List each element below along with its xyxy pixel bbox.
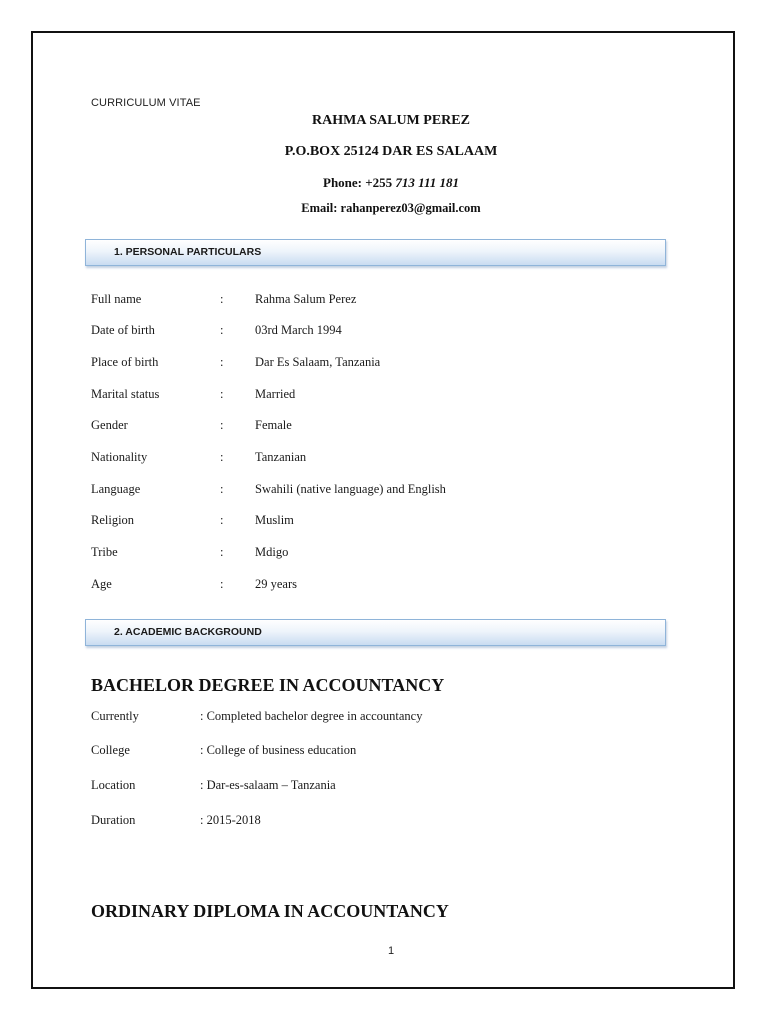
row-value: Married: [255, 387, 296, 401]
row-value: Mdigo: [255, 545, 289, 559]
row-label: Duration: [91, 813, 136, 827]
email-address: rahanperez03@gmail.com: [340, 201, 481, 215]
row-label: Date of birth: [91, 323, 155, 337]
bachelor-degree-title: BACHELOR DEGREE IN ACCOUNTANCY: [91, 675, 445, 695]
cv-page: [31, 31, 735, 989]
row-label: Religion: [91, 513, 135, 527]
phone-label: Phone:: [323, 175, 362, 190]
row-value: Swahili (native language) and English: [255, 482, 446, 496]
phone-line: [39, 175, 743, 191]
row-value: : Completed bachelor degree in accountancy: [200, 709, 423, 723]
email-label: Email:: [301, 201, 338, 215]
row-value: Tanzanian: [255, 450, 307, 464]
row-separator: :: [220, 482, 224, 496]
phone-code: +255: [365, 175, 393, 190]
row-value: 29 years: [255, 577, 297, 591]
row-label: Age: [91, 577, 112, 591]
row-separator: :: [220, 545, 224, 559]
row-label: Marital status: [91, 387, 160, 401]
row-label: Location: [91, 778, 136, 792]
row-separator: :: [220, 387, 224, 401]
row-value: 03rd March 1994: [255, 323, 342, 337]
row-value: Female: [255, 418, 292, 432]
document-label: CURRICULUM VITAE: [91, 97, 201, 109]
candidate-name: RAHMA SALUM PEREZ: [312, 113, 470, 128]
email-line: [39, 201, 743, 216]
section-personal-particulars: 1. PERSONAL PARTICULARS: [85, 239, 666, 266]
row-label: Language: [91, 482, 141, 496]
row-separator: :: [220, 355, 224, 369]
row-label: Place of birth: [91, 355, 159, 369]
diploma-title: ORDINARY DIPLOMA IN ACCOUNTANCY: [91, 901, 449, 921]
row-separator: :: [220, 292, 224, 306]
row-separator: :: [220, 513, 224, 527]
phone-number: 713 111 181: [395, 175, 459, 190]
row-separator: :: [220, 323, 224, 337]
row-value: : College of business education: [200, 743, 357, 757]
section-academic-background: 2. ACADEMIC BACKGROUND: [85, 619, 666, 646]
row-label: Nationality: [91, 450, 148, 464]
row-separator: :: [220, 418, 224, 432]
row-separator: :: [220, 577, 224, 591]
row-label: Currently: [91, 709, 139, 723]
row-value: : Dar-es-salaam – Tanzania: [200, 778, 336, 792]
row-label: Full name: [91, 292, 142, 306]
row-separator: :: [220, 450, 224, 464]
row-value: : 2015-2018: [200, 813, 261, 827]
row-label: College: [91, 743, 130, 757]
page-number: 1: [387, 945, 395, 957]
row-value: Rahma Salum Perez: [255, 292, 357, 306]
row-value: Muslim: [255, 513, 294, 527]
row-label: Tribe: [91, 545, 118, 559]
row-value: Dar Es Salaam, Tanzania: [255, 355, 381, 369]
row-label: Gender: [91, 418, 128, 432]
postal-address: P.O.BOX 25124 DAR ES SALAAM: [284, 144, 498, 159]
